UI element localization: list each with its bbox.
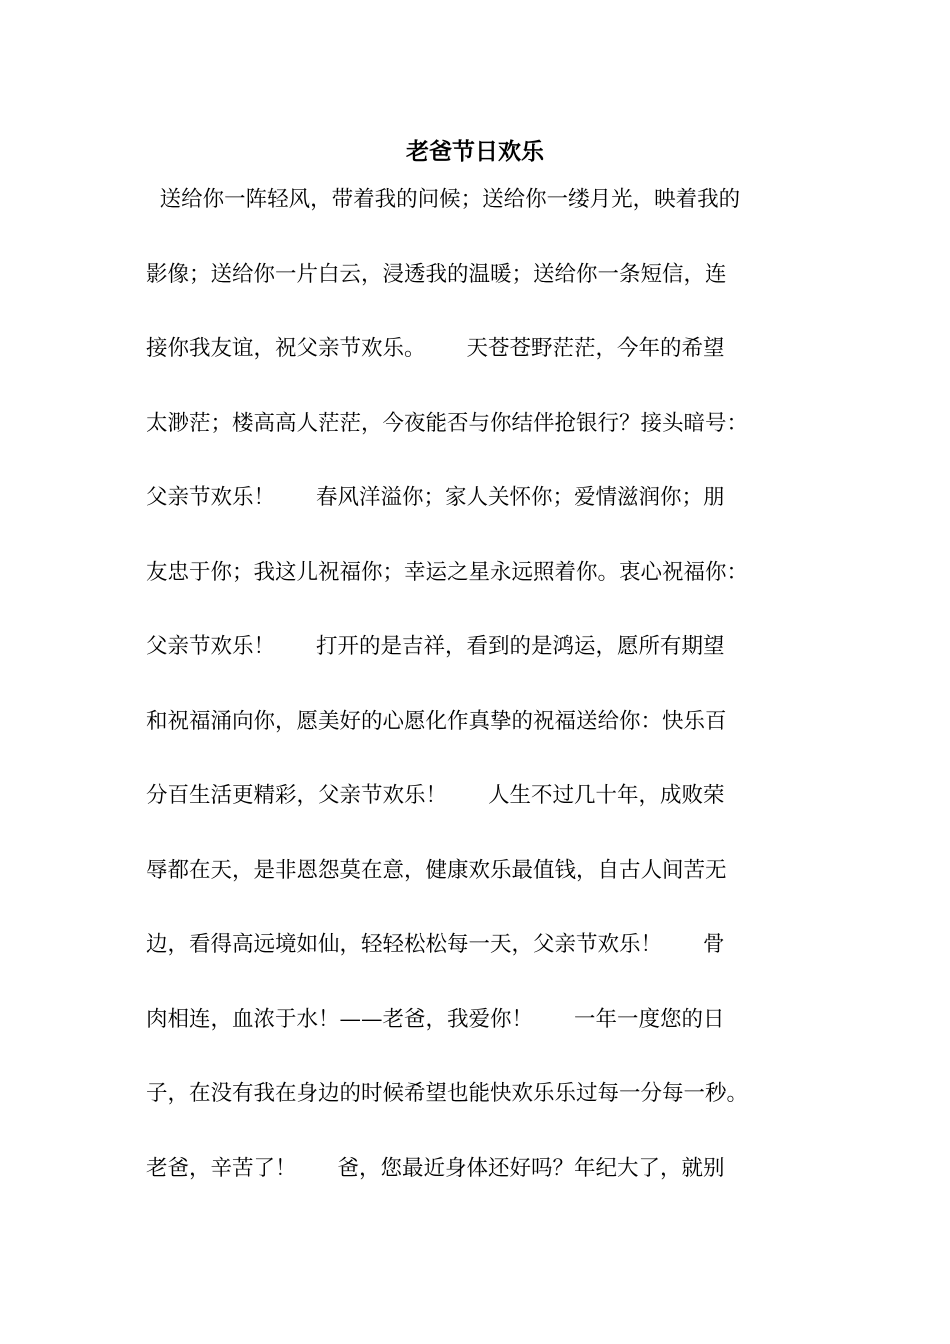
text-line: 子，在没有我在身边的时候希望也能快欢乐乐过每一分每一秒。 <box>146 1081 749 1106</box>
text-line: 边，看得高远境如仙，轻轻松松每一天，父亲节欢乐！ 骨 <box>146 932 725 957</box>
text-line: 肉相连，血浓于水！——老爸，我爱你！ 一年一度您的日 <box>146 1006 725 1032</box>
text-line: 父亲节欢乐！ 春风洋溢你；家人关怀你；爱情滋润你；朋 <box>146 485 725 510</box>
text-line: 送给你一阵轻风，带着我的问候；送给你一缕月光，映着我的 <box>146 187 741 212</box>
document-title: 老爸节日欢乐 <box>406 138 544 165</box>
text-line: 和祝福涌向你，愿美好的心愿化作真挚的祝福送给你：快乐百 <box>146 708 727 734</box>
document-body <box>146 180 836 1223</box>
text-line: 辱都在天，是非恩怨莫在意，健康欢乐最值钱，自古人间苦无 <box>146 857 727 883</box>
text-line: 父亲节欢乐！ 打开的是吉祥，看到的是鸿运，愿所有期望 <box>146 634 725 659</box>
text-line: 友忠于你；我这儿祝福你；幸运之星永远照着你。衷心祝福你： <box>146 559 749 585</box>
text-line: 分百生活更精彩，父亲节欢乐！ 人生不过几十年，成败荣 <box>146 783 725 808</box>
text-line: 太渺茫；楼高高人茫茫，今夜能否与你结伴抢银行？接头暗号： <box>146 410 749 436</box>
text-line: 影像；送给你一片白云，浸透我的温暖；送给你一条短信，连 <box>146 261 727 287</box>
text-line: 老爸，辛苦了！ 爸，您最近身体还好吗？年纪大了，就别 <box>146 1155 725 1181</box>
text-line: 接你我友谊，祝父亲节欢乐。 天苍苍野茫茫，今年的希望 <box>146 336 725 361</box>
